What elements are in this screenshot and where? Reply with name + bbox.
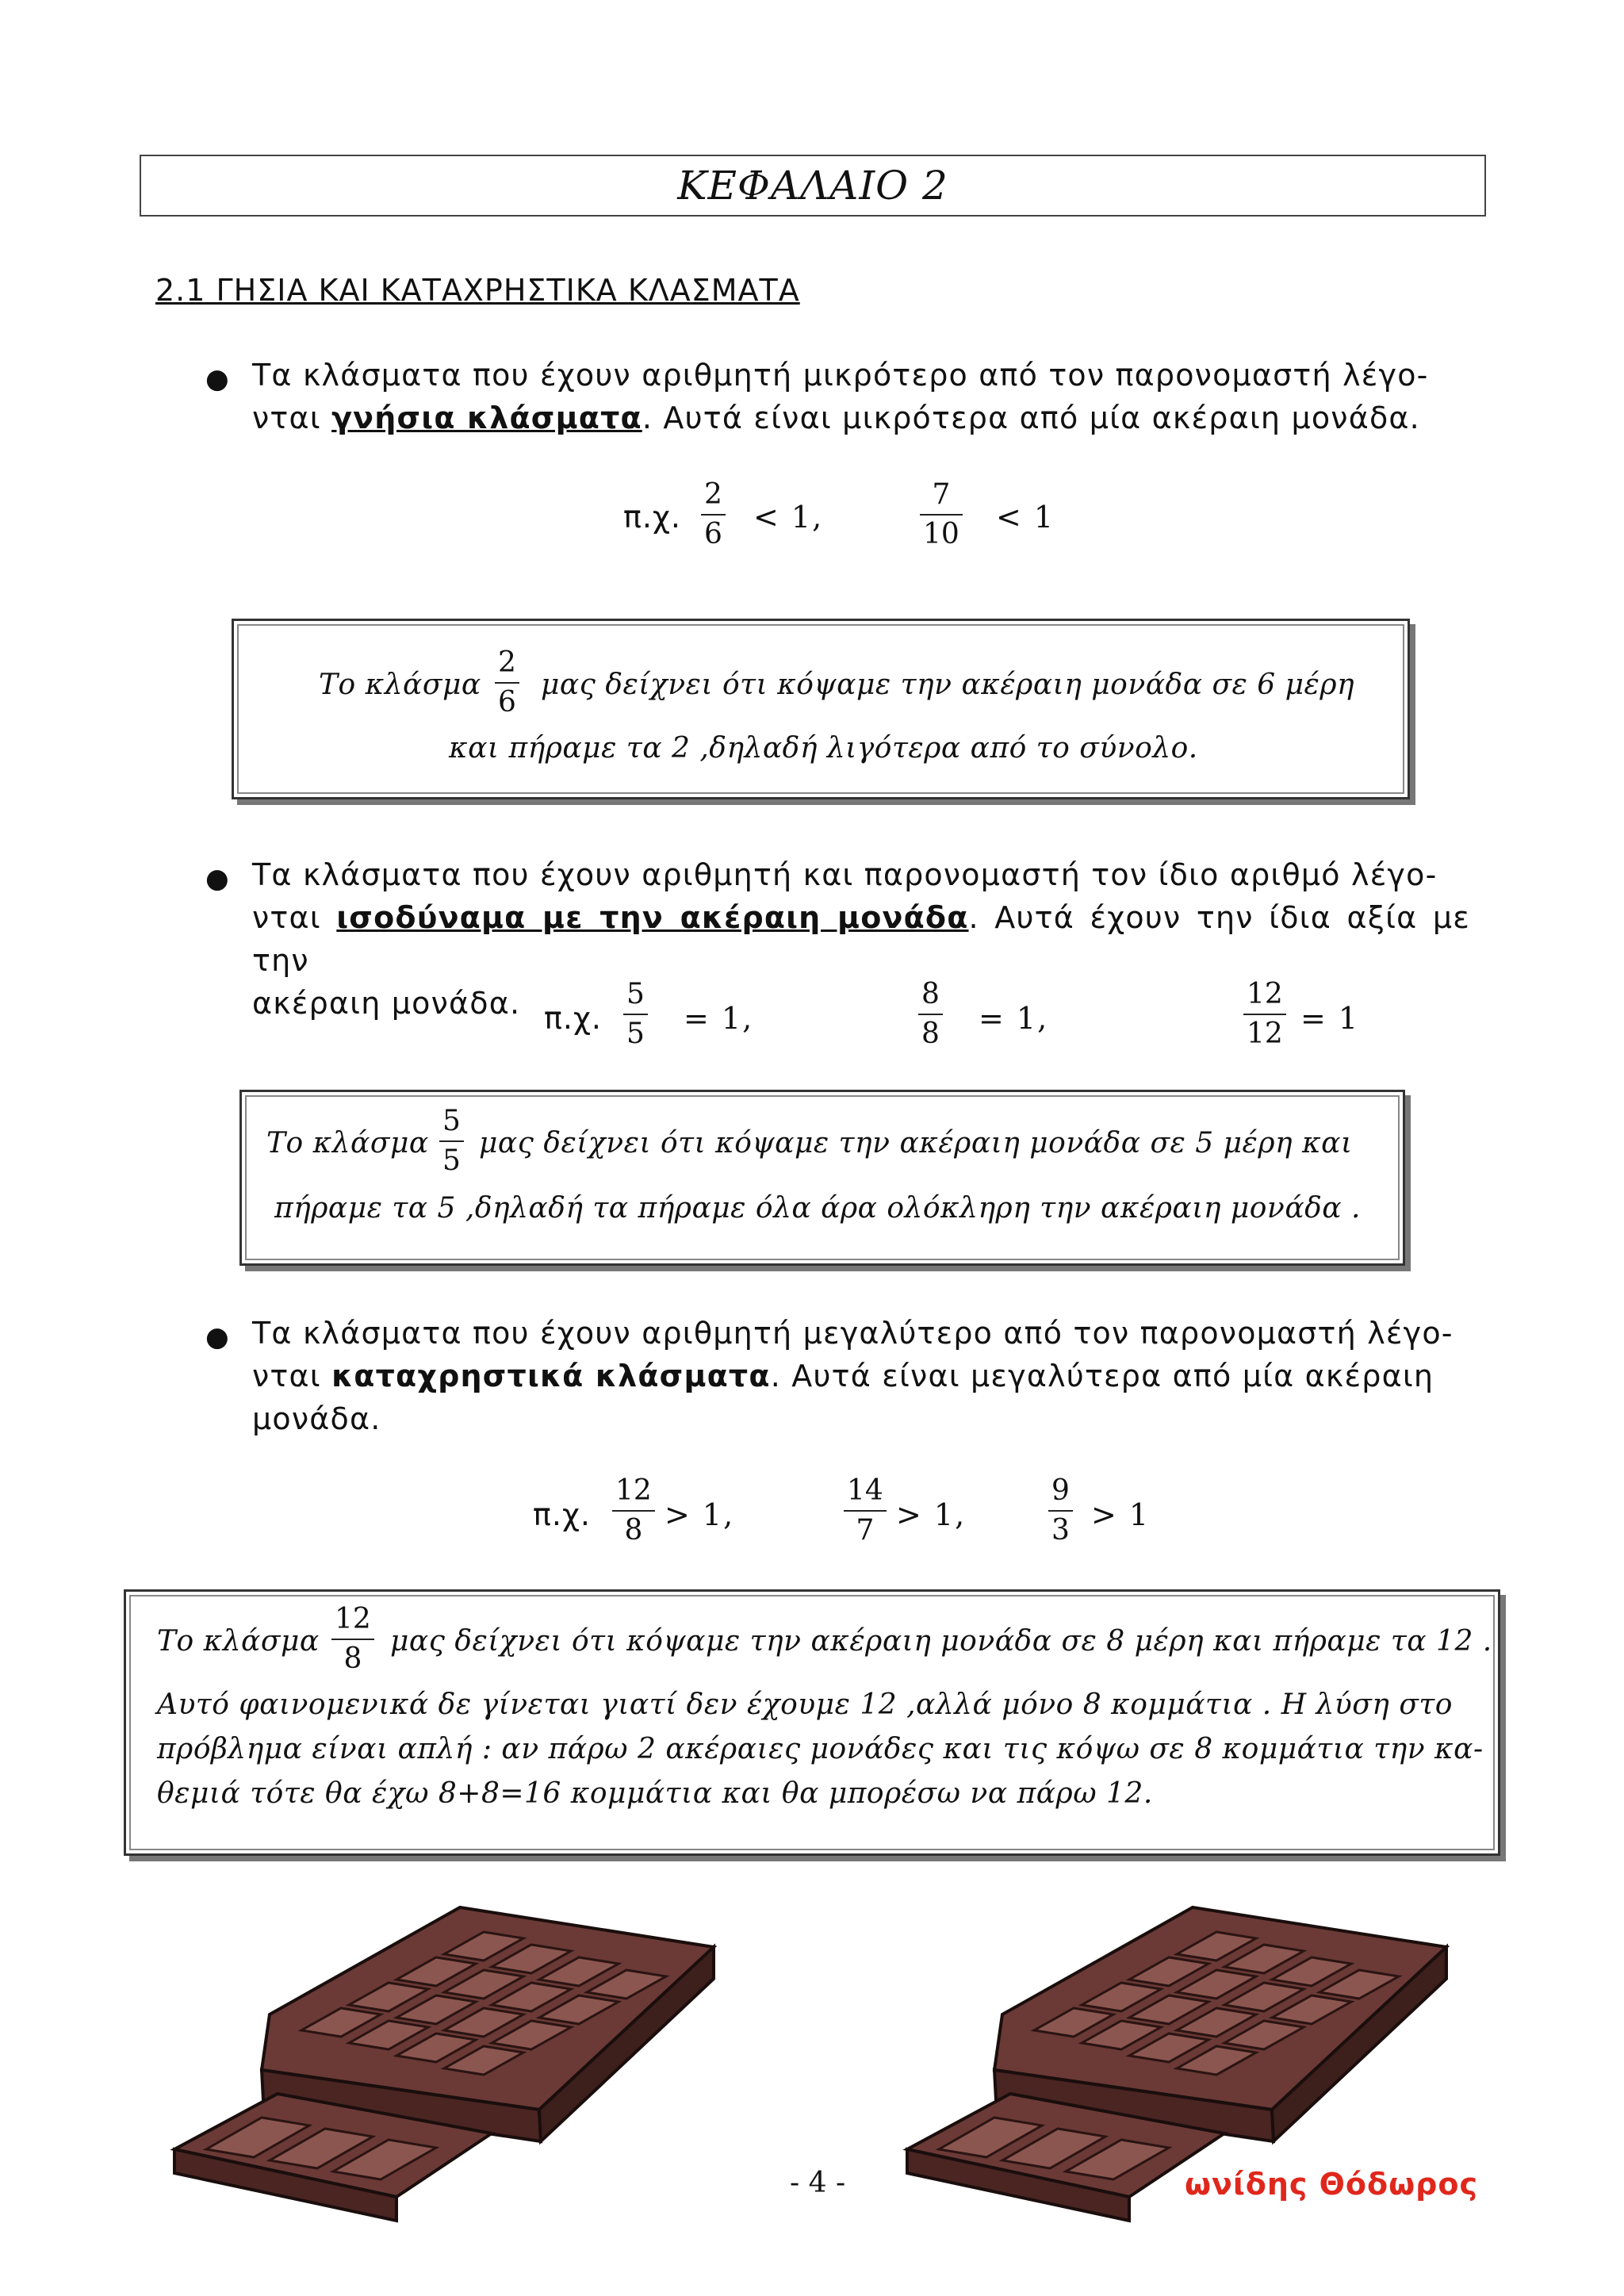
fraction bbox=[331, 1604, 374, 1675]
chapter-title: ΚΕΦΑΛΑΙΟ 2 bbox=[677, 163, 948, 209]
bullet-icon: ● bbox=[205, 863, 229, 895]
fraction-bar bbox=[331, 1639, 374, 1640]
fraction-bar bbox=[1048, 1510, 1073, 1512]
fraction bbox=[701, 479, 726, 550]
note-text: Το κλάσμα bbox=[157, 1625, 320, 1658]
fraction-numerator: 2 bbox=[704, 478, 722, 511]
fraction-bar bbox=[439, 1140, 464, 1142]
note-text: μας δείχνει ότι κόψαμε την ακέραιη μονάδα σε 5 μέρη και bbox=[479, 1127, 1353, 1159]
paragraph-line: Τα κλάσματα που έχουν αριθμητή και παρονομαστή τον ίδιο αριθμό λέγο- bbox=[252, 857, 1438, 892]
note-text: και πήραμε τα 2 ,δηλαδή λιγότερα από το σύνολο. bbox=[449, 732, 1198, 765]
paragraph-equivalent-fractions bbox=[252, 853, 1470, 1025]
fraction bbox=[1048, 1475, 1073, 1547]
fraction-bar bbox=[701, 514, 726, 516]
fraction-denominator: 3 bbox=[1051, 1514, 1070, 1547]
paragraph-text: νται bbox=[252, 1359, 332, 1393]
relation-text: < 1 bbox=[996, 500, 1055, 535]
chapter-header-box bbox=[140, 155, 1486, 217]
fraction-denominator: 8 bbox=[343, 1642, 362, 1675]
paragraph-text: νται bbox=[252, 900, 337, 935]
fraction bbox=[612, 1475, 655, 1547]
relation-text: > 1 bbox=[1091, 1497, 1151, 1532]
bullet-icon: ● bbox=[205, 1321, 229, 1353]
note-text: πήραμε τα 5 ,δηλαδή τα πήραμε όλα άρα ολόκληρη την ακέραιη μονάδα . bbox=[274, 1192, 1361, 1225]
fraction-bar bbox=[918, 1014, 943, 1015]
fraction bbox=[495, 647, 519, 719]
fraction bbox=[1243, 979, 1286, 1050]
paragraph-text: . Αυτά είναι μικρότερα από μία ακέραιη μονάδα. bbox=[642, 401, 1420, 435]
term-improper-fractions: καταχρηστικά κλάσματα bbox=[331, 1359, 771, 1393]
fraction bbox=[439, 1106, 464, 1177]
example-label: π.χ. bbox=[533, 1497, 591, 1532]
fraction-numerator: 8 bbox=[921, 978, 940, 1010]
paragraph-proper-fractions bbox=[252, 354, 1470, 439]
paragraph-text: νται bbox=[252, 401, 332, 435]
note-text: Το κλάσμα bbox=[319, 669, 481, 701]
note-text: μας δείχνει ότι κόψαμε την ακέραιη μονάδα σε 8 μέρη και πήραμε τα 12 . bbox=[390, 1625, 1492, 1658]
fraction-denominator: 10 bbox=[923, 518, 959, 550]
paragraph-line bbox=[252, 397, 1470, 439]
paragraph-line: Τα κλάσματα που έχουν αριθμητή μεγαλύτερο από τον παρονομαστή λέγο- bbox=[252, 1316, 1454, 1351]
fraction-denominator: 7 bbox=[856, 1514, 875, 1547]
paragraph-text: . Αυτά είναι μεγαλύτερα από μία ακέραιη bbox=[770, 1359, 1434, 1393]
paragraph-line: Τα κλάσματα που έχουν αριθμητή μικρότερο από τον παρονομαστή λέγο- bbox=[252, 358, 1429, 393]
fraction-numerator: 12 bbox=[1247, 978, 1283, 1010]
fraction bbox=[918, 979, 943, 1050]
fraction-bar bbox=[920, 514, 963, 516]
relation-text: = 1, bbox=[979, 1001, 1049, 1036]
note-box-proper bbox=[232, 619, 1410, 799]
note-text: Το κλάσμα bbox=[266, 1127, 429, 1159]
fraction-denominator: 8 bbox=[921, 1018, 940, 1050]
fraction-bar bbox=[844, 1510, 887, 1512]
fraction-numerator: 9 bbox=[1051, 1474, 1070, 1507]
paragraph-text: . Αυτά έχουν την ίδια αξία με την bbox=[252, 900, 1470, 978]
fraction bbox=[920, 479, 963, 550]
paragraph-line bbox=[252, 896, 1470, 982]
paragraph-line: ακέραιη μονάδα. bbox=[252, 986, 521, 1021]
fraction-bar bbox=[1243, 1014, 1286, 1015]
section-title: 2.1 ΓΗΣΙΑ ΚΑΙ ΚΑΤΑΧΡΗΣΤΙΚΑ ΚΛΑΣΜΑΤΑ bbox=[155, 273, 800, 308]
note-text: πρόβλημα είναι απλή : αν πάρω 2 ακέραιες μονάδες και τις κόψω σε 8 κομμάτια την κα- bbox=[157, 1733, 1484, 1765]
fraction-numerator: 2 bbox=[498, 646, 516, 679]
example-label: π.χ. bbox=[544, 1001, 602, 1036]
relation-text: = 1, bbox=[684, 1001, 754, 1036]
chocolate-bar-illustration bbox=[159, 1880, 761, 2229]
fraction-bar bbox=[612, 1510, 655, 1512]
relation-text: > 1, bbox=[896, 1497, 967, 1532]
relation-text: > 1, bbox=[665, 1497, 735, 1532]
fraction-numerator: 12 bbox=[335, 1603, 371, 1635]
page-number: - 4 - bbox=[790, 2167, 846, 2199]
fraction-denominator: 5 bbox=[626, 1018, 645, 1050]
fraction-denominator: 5 bbox=[442, 1144, 461, 1177]
paragraph-improper-fractions bbox=[252, 1312, 1470, 1440]
paragraph-line bbox=[252, 1355, 1470, 1397]
note-box-equivalent bbox=[239, 1090, 1405, 1266]
fraction-numerator: 14 bbox=[847, 1474, 883, 1507]
fraction-numerator: 5 bbox=[626, 978, 645, 1010]
note-text: Αυτό φαινομενικά δε γίνεται γιατί δεν έχουμε 12 ,αλλά μόνο 8 κομμάτια . Η λύση στο bbox=[157, 1688, 1453, 1721]
fraction-denominator: 6 bbox=[498, 686, 516, 719]
note-text: θεμιά τότε θα έχω 8+8=16 κομμάτια και θα μπορέσω να πάρω 12. bbox=[157, 1777, 1153, 1810]
term-equivalent-to-unit: ισοδύναμα με την ακέραιη μονάδα bbox=[336, 900, 969, 935]
author-name: ωνίδης Θόδωρος bbox=[1185, 2167, 1479, 2202]
example-label: π.χ. bbox=[623, 500, 681, 535]
fraction bbox=[623, 979, 648, 1050]
note-text: μας δείχνει ότι κόψαμε την ακέραιη μονάδα σε 6 μέρη bbox=[541, 669, 1355, 701]
fraction-denominator: 12 bbox=[1247, 1018, 1283, 1050]
fraction-numerator: 5 bbox=[442, 1105, 461, 1137]
fraction-denominator: 8 bbox=[624, 1514, 643, 1547]
relation-text: < 1, bbox=[753, 500, 824, 535]
fraction-numerator: 7 bbox=[932, 478, 951, 511]
fraction-bar bbox=[623, 1014, 648, 1015]
bullet-icon: ● bbox=[205, 363, 229, 395]
relation-text: = 1 bbox=[1300, 1001, 1360, 1036]
fraction-denominator: 6 bbox=[704, 518, 722, 550]
fraction-numerator: 12 bbox=[615, 1474, 652, 1507]
fraction bbox=[844, 1475, 887, 1547]
fraction-bar bbox=[495, 682, 519, 684]
paragraph-line: μονάδα. bbox=[252, 1401, 381, 1436]
term-proper-fractions: γνήσια κλάσματα bbox=[331, 401, 642, 435]
